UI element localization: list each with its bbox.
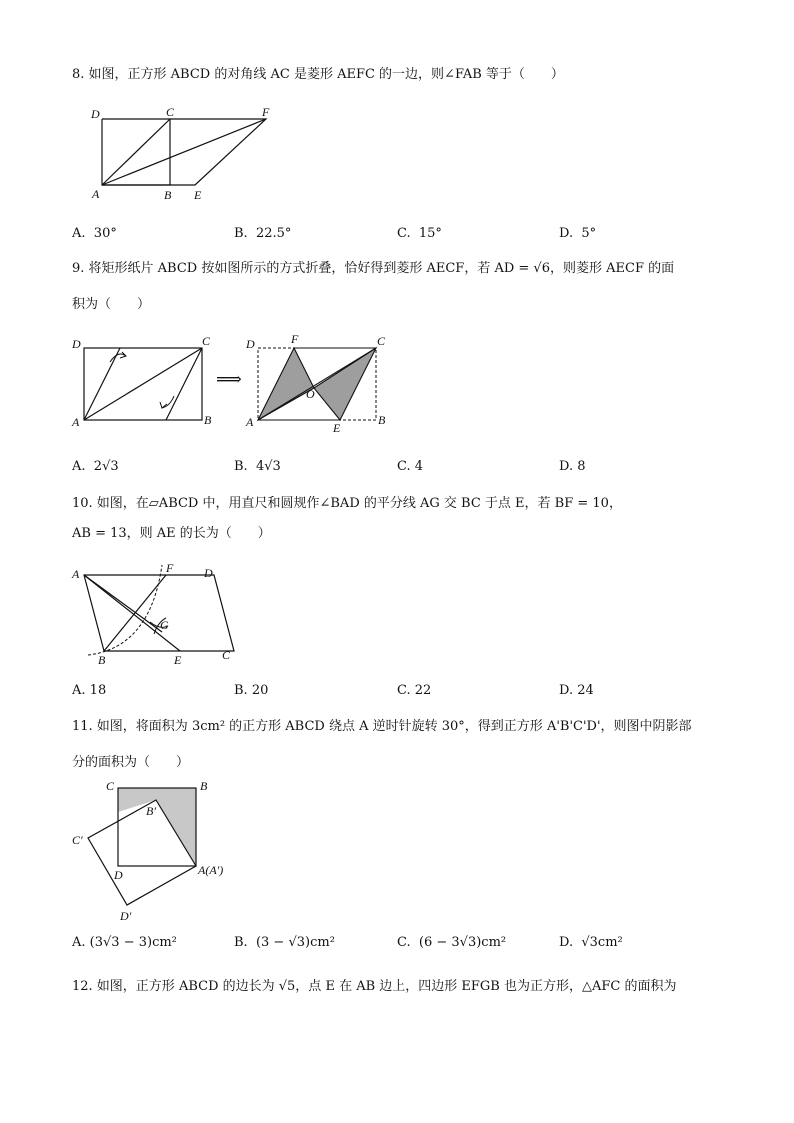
q10-label-f: F (166, 561, 174, 575)
q11-figure (66, 774, 256, 924)
q10-label-b: B (98, 653, 106, 667)
q10-figure (70, 560, 250, 670)
q9-option-a[interactable] (72, 458, 119, 476)
q8-option-c[interactable] (397, 225, 442, 243)
q8-label-e: E (194, 188, 202, 202)
q11-stem-line2: 分的面积为（ ） (72, 755, 190, 770)
q8-stem: 8. 如图，正方形 ABCD 的对角线 AC 是菱形 AEFC 的一边，则∠FAB 等于（ ） (72, 67, 564, 82)
option-text: 4 (414, 459, 424, 474)
option-text: 24 (577, 683, 594, 698)
q9-arrow: ⟹ (216, 369, 242, 390)
option-letter: C. (397, 226, 411, 241)
q11-option-b[interactable] (234, 934, 335, 952)
q9-right-label-o: O (306, 387, 315, 401)
q8-option-a[interactable] (72, 225, 117, 243)
q11-label-c: C (106, 779, 115, 793)
option-letter: A. (72, 935, 86, 950)
option-letter: D. (559, 226, 574, 241)
q9-left-label-b: B (204, 413, 212, 427)
option-letter: B. (234, 226, 248, 241)
option-text: 2√3 (93, 459, 119, 474)
q9-option-b[interactable] (234, 458, 281, 476)
q10-label-e: E (174, 653, 182, 667)
q9-left-label-c: C (202, 334, 211, 348)
q10-label-d: D (204, 566, 213, 580)
q9-left-label-a: A (72, 415, 80, 429)
q9-figure-right (244, 330, 404, 435)
option-letter: A. (72, 226, 86, 241)
q9-right-label-f: F (291, 332, 299, 346)
option-text: 22 (414, 683, 432, 698)
q8-label-a: A (92, 187, 100, 201)
q10-stem-line1: 10. 如图，在▱ABCD 中，用直尺和圆规作∠BAD 的平分线 AG 交 BC 于点 E，若 BF = 10， (72, 496, 622, 511)
option-text: (3√3 − 3)cm² (89, 935, 177, 950)
q11-label-aaprime: A(A′) (198, 863, 224, 877)
q8-label-c: C (166, 105, 175, 119)
option-text: 20 (251, 683, 269, 698)
option-letter: B. (234, 935, 248, 950)
option-letter: D. (559, 683, 574, 698)
q8-option-b[interactable] (234, 225, 291, 243)
q8-label-b: B (164, 188, 172, 202)
q10-option-c[interactable] (397, 682, 431, 700)
option-text: (3 − √3)cm² (255, 935, 335, 950)
q11-label-dprime: D′ (120, 909, 132, 923)
q10-option-b[interactable] (234, 682, 268, 700)
q9-right-label-a: A (246, 415, 254, 429)
q9-option-d[interactable] (559, 458, 586, 476)
q9-right-label-b: B (378, 413, 386, 427)
option-text: 18 (89, 683, 107, 698)
option-letter: D. (559, 459, 574, 474)
q8-figure (86, 100, 286, 210)
q11-label-b: B (200, 779, 208, 793)
q12-stem: 12. 如图，正方形 ABCD 的边长为 √5，点 E 在 AB 边上，四边形 EFGB 也为正方形，△AFC 的面积为 (72, 979, 677, 994)
q10-option-d[interactable] (559, 682, 594, 700)
q10-stem-line2: AB = 13，则 AE 的长为（ ） (72, 526, 271, 541)
option-text: 4√3 (255, 459, 281, 474)
q9-option-c[interactable] (397, 458, 423, 476)
q11-label-d: D (114, 868, 123, 882)
q9-right-label-e: E (333, 421, 341, 435)
q9-stem-line1: 9. 将矩形纸片 ABCD 按如图所示的方式折叠，恰好得到菱形 AECF，若 AD = √6，则菱形 AECF 的面 (72, 261, 675, 276)
option-letter: C. (397, 459, 411, 474)
option-text: 30° (93, 226, 117, 241)
option-letter: C. (397, 683, 411, 698)
q9-stem-line2: 积为（ ） (72, 297, 151, 312)
option-letter: B. (234, 683, 248, 698)
q11-option-d[interactable] (559, 934, 623, 952)
q10-label-c: C (222, 648, 231, 662)
option-text: 8 (577, 459, 586, 474)
option-text: 15° (418, 226, 442, 241)
q9-figure-left (70, 330, 230, 430)
q9-right-label-d: D (246, 337, 255, 351)
option-letter: D. (559, 935, 574, 950)
option-letter: A. (72, 459, 86, 474)
q11-option-a[interactable] (72, 934, 177, 952)
option-letter: C. (397, 935, 411, 950)
q11-option-c[interactable] (397, 934, 506, 952)
q11-label-cprime: C′ (72, 833, 83, 847)
q11-label-bprime: B′ (146, 804, 156, 818)
option-text: 5° (581, 226, 597, 241)
option-text: 22.5° (255, 226, 292, 241)
option-text: √3cm² (581, 935, 623, 950)
q9-left-label-d: D (72, 337, 81, 351)
option-text: (6 − 3√3)cm² (418, 935, 507, 950)
q10-label-g: G (160, 618, 169, 632)
q8-option-d[interactable] (559, 225, 596, 243)
option-letter: A. (72, 683, 86, 698)
option-letter: B. (234, 459, 248, 474)
q11-stem-line1: 11. 如图，将面积为 3cm² 的正方形 ABCD 绕点 A 逆时针旋转 30°，得到正方形 A'B'C'D'，则图中阴影部 (72, 719, 692, 734)
q10-option-a[interactable] (72, 682, 106, 700)
q8-label-d: D (91, 107, 100, 121)
q10-label-a: A (72, 567, 80, 581)
q9-right-label-c: C (377, 334, 386, 348)
q8-label-f: F (262, 105, 270, 119)
